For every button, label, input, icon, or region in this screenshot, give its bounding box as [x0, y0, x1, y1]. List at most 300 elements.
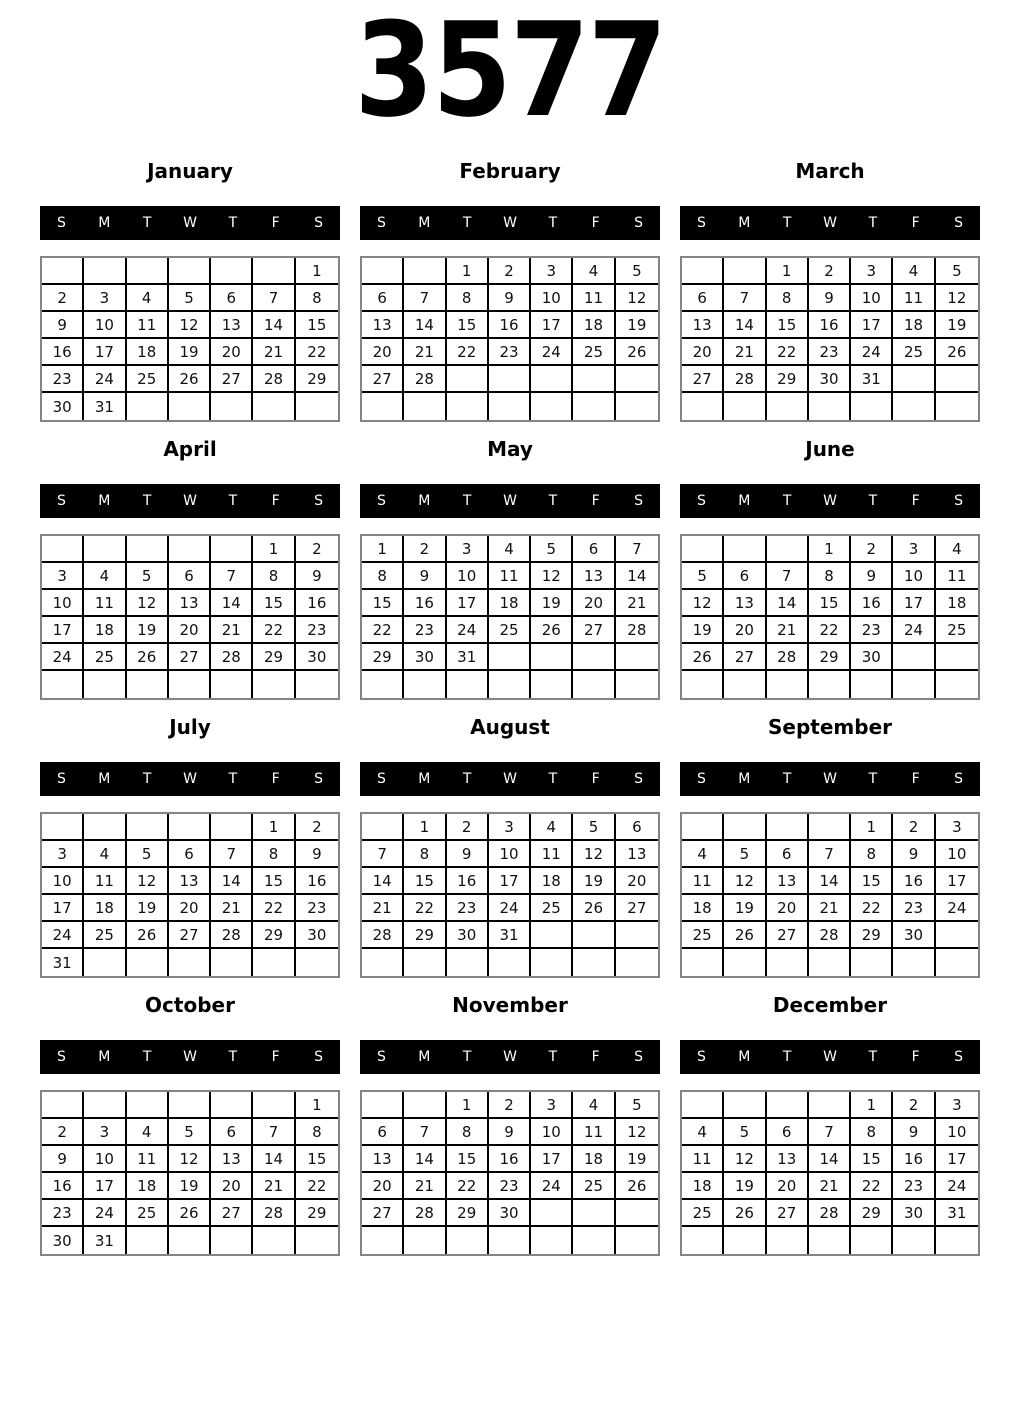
weekday-header-cell: F: [911, 215, 920, 231]
empty-day-cell: [573, 366, 615, 393]
day-cell: 9: [42, 1146, 84, 1173]
day-cell: 8: [809, 563, 851, 590]
day-cell: 24: [84, 366, 126, 393]
day-cell: 11: [127, 1146, 169, 1173]
day-cell: 20: [573, 590, 615, 617]
weekday-header-cell: T: [782, 493, 792, 509]
day-cell: 21: [404, 339, 446, 366]
weekday-header-cell: F: [271, 493, 280, 509]
weekday-header-cell: S: [696, 215, 706, 231]
day-cell: 9: [296, 841, 338, 868]
day-cell: 24: [851, 339, 893, 366]
day-cell: 30: [42, 1227, 84, 1254]
day-cell: 1: [851, 814, 893, 841]
weekday-header-cell: F: [271, 215, 280, 231]
empty-day-cell: [362, 258, 404, 285]
day-cell: 16: [296, 590, 338, 617]
weekday-header-cell: M: [98, 1049, 111, 1065]
day-cell: 28: [724, 366, 766, 393]
weekday-header: [360, 762, 660, 796]
weekday-header-cell: S: [954, 1049, 964, 1065]
weekday-header-cell: M: [738, 1049, 751, 1065]
empty-day-cell: [851, 393, 893, 420]
empty-day-cell: [851, 1227, 893, 1254]
weekday-header-cell: T: [548, 1049, 558, 1065]
empty-day-cell: [404, 1092, 446, 1119]
empty-day-cell: [169, 814, 211, 841]
empty-day-cell: [573, 922, 615, 949]
empty-day-cell: [42, 814, 84, 841]
month-may: [360, 436, 660, 700]
weekday-header: [680, 206, 980, 240]
empty-day-cell: [573, 1227, 615, 1254]
day-cell: 19: [169, 1173, 211, 1200]
empty-day-cell: [84, 258, 126, 285]
day-cell: 12: [682, 590, 724, 617]
day-cell: 19: [573, 868, 615, 895]
empty-day-cell: [253, 1227, 295, 1254]
month-september: [680, 714, 980, 978]
day-cell: 4: [682, 841, 724, 868]
empty-day-cell: [724, 814, 766, 841]
weekday-header-cell: W: [823, 493, 837, 509]
day-cell: 23: [296, 617, 338, 644]
empty-day-cell: [893, 1227, 935, 1254]
day-cell: 14: [253, 1146, 295, 1173]
weekday-header-cell: S: [696, 771, 706, 787]
day-cell: 13: [211, 1146, 253, 1173]
day-cell: 26: [724, 922, 766, 949]
day-cell: 11: [936, 563, 978, 590]
day-cell: 21: [724, 339, 766, 366]
empty-day-cell: [362, 1092, 404, 1119]
day-cell: 4: [573, 1092, 615, 1119]
day-cell: 16: [42, 1173, 84, 1200]
day-cell: 4: [682, 1119, 724, 1146]
empty-day-cell: [169, 949, 211, 976]
day-cell: 27: [767, 1200, 809, 1227]
day-cell: 16: [851, 590, 893, 617]
day-cell: 14: [404, 1146, 446, 1173]
day-cell: 6: [211, 1119, 253, 1146]
day-cell: 10: [531, 285, 573, 312]
day-cell: 20: [169, 895, 211, 922]
day-cell: 26: [127, 644, 169, 671]
day-cell: 7: [809, 841, 851, 868]
weekday-header: [360, 484, 660, 518]
day-cell: 11: [573, 285, 615, 312]
empty-day-cell: [616, 922, 658, 949]
day-grid: [680, 1090, 980, 1256]
month-july: [40, 714, 340, 978]
day-cell: 8: [851, 1119, 893, 1146]
month-october: [40, 992, 340, 1256]
day-cell: 11: [127, 312, 169, 339]
day-cell: 8: [296, 1119, 338, 1146]
day-cell: 19: [936, 312, 978, 339]
empty-day-cell: [893, 644, 935, 671]
day-cell: 11: [893, 285, 935, 312]
empty-day-cell: [809, 949, 851, 976]
weekday-header-cell: S: [376, 215, 386, 231]
empty-day-cell: [936, 644, 978, 671]
day-cell: 10: [936, 1119, 978, 1146]
day-cell: 2: [296, 814, 338, 841]
empty-day-cell: [936, 1227, 978, 1254]
day-cell: 3: [489, 814, 531, 841]
day-grid: [360, 256, 660, 422]
empty-day-cell: [404, 258, 446, 285]
weekday-header-cell: T: [142, 493, 152, 509]
empty-day-cell: [84, 671, 126, 698]
day-cell: 9: [893, 841, 935, 868]
day-cell: 5: [573, 814, 615, 841]
weekday-header-cell: F: [271, 771, 280, 787]
empty-day-cell: [362, 1227, 404, 1254]
empty-day-cell: [404, 671, 446, 698]
empty-day-cell: [127, 1227, 169, 1254]
day-cell: 3: [84, 285, 126, 312]
weekday-header-cell: M: [738, 771, 751, 787]
day-cell: 26: [936, 339, 978, 366]
day-cell: 13: [169, 868, 211, 895]
day-cell: 17: [84, 339, 126, 366]
day-cell: 30: [447, 922, 489, 949]
day-cell: 6: [724, 563, 766, 590]
empty-day-cell: [253, 258, 295, 285]
empty-day-cell: [127, 949, 169, 976]
weekday-header-cell: S: [314, 215, 324, 231]
weekday-header-cell: T: [462, 215, 472, 231]
weekday-header-cell: F: [911, 493, 920, 509]
empty-day-cell: [531, 393, 573, 420]
empty-day-cell: [42, 536, 84, 563]
day-cell: 12: [127, 868, 169, 895]
day-cell: 20: [767, 895, 809, 922]
day-cell: 24: [936, 895, 978, 922]
empty-day-cell: [616, 671, 658, 698]
day-cell: 7: [211, 563, 253, 590]
empty-day-cell: [573, 393, 615, 420]
day-cell: 29: [851, 1200, 893, 1227]
weekday-header-cell: S: [696, 1049, 706, 1065]
day-grid: [680, 812, 980, 978]
day-cell: 19: [169, 339, 211, 366]
day-cell: 9: [489, 1119, 531, 1146]
day-cell: 3: [851, 258, 893, 285]
day-cell: 11: [682, 868, 724, 895]
month-title: June: [805, 437, 855, 461]
day-cell: 1: [404, 814, 446, 841]
weekday-header-cell: S: [696, 493, 706, 509]
day-cell: 16: [447, 868, 489, 895]
weekday-header-cell: S: [56, 1049, 66, 1065]
weekday-header-cell: W: [503, 771, 517, 787]
weekday-header-cell: T: [548, 771, 558, 787]
day-cell: 1: [447, 258, 489, 285]
day-cell: 30: [404, 644, 446, 671]
day-cell: 2: [296, 536, 338, 563]
empty-day-cell: [489, 671, 531, 698]
weekday-header-cell: T: [228, 215, 238, 231]
day-cell: 24: [936, 1173, 978, 1200]
day-cell: 4: [573, 258, 615, 285]
weekday-header-cell: M: [738, 493, 751, 509]
day-cell: 1: [296, 258, 338, 285]
day-cell: 21: [211, 895, 253, 922]
day-cell: 8: [362, 563, 404, 590]
month-august: [360, 714, 660, 978]
day-cell: 25: [489, 617, 531, 644]
day-cell: 9: [404, 563, 446, 590]
day-cell: 25: [84, 644, 126, 671]
day-cell: 24: [42, 922, 84, 949]
weekday-header-cell: M: [738, 215, 751, 231]
day-cell: 15: [253, 868, 295, 895]
empty-day-cell: [936, 671, 978, 698]
month-february: [360, 158, 660, 422]
weekday-header-cell: S: [954, 493, 964, 509]
day-cell: 26: [724, 1200, 766, 1227]
day-cell: 26: [169, 366, 211, 393]
day-cell: 12: [127, 590, 169, 617]
day-cell: 19: [724, 895, 766, 922]
day-cell: 17: [531, 312, 573, 339]
empty-day-cell: [531, 366, 573, 393]
day-cell: 5: [169, 1119, 211, 1146]
empty-day-cell: [127, 671, 169, 698]
empty-day-cell: [767, 393, 809, 420]
day-cell: 23: [404, 617, 446, 644]
day-cell: 9: [296, 563, 338, 590]
day-cell: 31: [42, 949, 84, 976]
weekday-header-cell: T: [142, 771, 152, 787]
day-cell: 19: [682, 617, 724, 644]
day-cell: 17: [447, 590, 489, 617]
day-cell: 26: [127, 922, 169, 949]
day-cell: 14: [404, 312, 446, 339]
day-cell: 5: [616, 1092, 658, 1119]
day-cell: 12: [531, 563, 573, 590]
day-cell: 30: [893, 922, 935, 949]
day-cell: 28: [767, 644, 809, 671]
day-grid: [680, 256, 980, 422]
day-cell: 22: [851, 895, 893, 922]
empty-day-cell: [767, 1227, 809, 1254]
empty-day-cell: [573, 671, 615, 698]
empty-day-cell: [809, 1092, 851, 1119]
day-cell: 27: [724, 644, 766, 671]
day-cell: 1: [851, 1092, 893, 1119]
day-cell: 12: [724, 868, 766, 895]
weekday-header-cell: T: [782, 1049, 792, 1065]
day-cell: 14: [767, 590, 809, 617]
day-cell: 11: [489, 563, 531, 590]
day-cell: 7: [809, 1119, 851, 1146]
month-title: July: [169, 715, 211, 739]
empty-day-cell: [253, 1092, 295, 1119]
day-cell: 12: [169, 312, 211, 339]
month-title: October: [145, 993, 235, 1017]
day-cell: 24: [489, 895, 531, 922]
day-cell: 20: [616, 868, 658, 895]
day-cell: 26: [616, 1173, 658, 1200]
empty-day-cell: [169, 1227, 211, 1254]
day-cell: 21: [809, 895, 851, 922]
day-cell: 2: [851, 536, 893, 563]
day-cell: 7: [211, 841, 253, 868]
day-cell: 1: [253, 814, 295, 841]
day-cell: 4: [84, 841, 126, 868]
month-title: April: [163, 437, 217, 461]
day-cell: 15: [296, 1146, 338, 1173]
weekday-header-cell: S: [954, 771, 964, 787]
day-cell: 15: [767, 312, 809, 339]
day-cell: 23: [893, 1173, 935, 1200]
day-cell: 15: [362, 590, 404, 617]
day-cell: 12: [169, 1146, 211, 1173]
day-cell: 7: [253, 1119, 295, 1146]
day-cell: 6: [169, 841, 211, 868]
weekday-header-cell: T: [142, 215, 152, 231]
day-cell: 22: [404, 895, 446, 922]
weekday-header-cell: T: [462, 1049, 472, 1065]
day-cell: 6: [767, 841, 809, 868]
day-cell: 2: [893, 814, 935, 841]
empty-day-cell: [682, 1227, 724, 1254]
day-cell: 30: [42, 393, 84, 420]
empty-day-cell: [211, 949, 253, 976]
weekday-header-cell: S: [314, 771, 324, 787]
day-cell: 6: [682, 285, 724, 312]
day-cell: 14: [362, 868, 404, 895]
empty-day-cell: [447, 393, 489, 420]
day-cell: 25: [573, 1173, 615, 1200]
day-cell: 3: [447, 536, 489, 563]
day-cell: 17: [42, 617, 84, 644]
weekday-header-cell: F: [591, 1049, 600, 1065]
weekday-header-cell: M: [98, 215, 111, 231]
day-cell: 28: [253, 1200, 295, 1227]
day-cell: 31: [84, 393, 126, 420]
day-cell: 3: [84, 1119, 126, 1146]
day-cell: 22: [851, 1173, 893, 1200]
day-cell: 27: [362, 366, 404, 393]
empty-day-cell: [404, 1227, 446, 1254]
day-cell: 14: [724, 312, 766, 339]
day-cell: 22: [296, 339, 338, 366]
month-title: September: [768, 715, 892, 739]
day-cell: 10: [531, 1119, 573, 1146]
empty-day-cell: [253, 671, 295, 698]
day-cell: 2: [893, 1092, 935, 1119]
day-cell: 20: [211, 339, 253, 366]
day-cell: 9: [447, 841, 489, 868]
weekday-header-cell: T: [548, 493, 558, 509]
weekday-header: [360, 206, 660, 240]
empty-day-cell: [489, 366, 531, 393]
day-cell: 10: [42, 590, 84, 617]
weekday-header-cell: W: [183, 215, 197, 231]
empty-day-cell: [573, 949, 615, 976]
day-cell: 10: [447, 563, 489, 590]
day-cell: 2: [809, 258, 851, 285]
day-cell: 9: [42, 312, 84, 339]
empty-day-cell: [724, 258, 766, 285]
empty-day-cell: [531, 1227, 573, 1254]
day-cell: 10: [893, 563, 935, 590]
day-cell: 13: [724, 590, 766, 617]
empty-day-cell: [893, 949, 935, 976]
day-cell: 4: [893, 258, 935, 285]
day-cell: 14: [616, 563, 658, 590]
weekday-header-cell: S: [634, 493, 644, 509]
day-cell: 27: [573, 617, 615, 644]
day-cell: 14: [211, 590, 253, 617]
weekday-header-cell: S: [314, 493, 324, 509]
day-cell: 11: [682, 1146, 724, 1173]
empty-day-cell: [531, 1200, 573, 1227]
weekday-header-cell: T: [462, 493, 472, 509]
empty-day-cell: [936, 393, 978, 420]
day-cell: 28: [404, 366, 446, 393]
month-title: December: [772, 993, 888, 1017]
empty-day-cell: [682, 814, 724, 841]
day-cell: 15: [253, 590, 295, 617]
weekday-header-cell: S: [314, 1049, 324, 1065]
day-cell: 27: [767, 922, 809, 949]
day-cell: 25: [893, 339, 935, 366]
empty-day-cell: [893, 671, 935, 698]
empty-day-cell: [851, 949, 893, 976]
empty-day-cell: [724, 1092, 766, 1119]
day-cell: 22: [447, 1173, 489, 1200]
day-cell: 21: [211, 617, 253, 644]
empty-day-cell: [296, 671, 338, 698]
day-cell: 18: [489, 590, 531, 617]
day-cell: 25: [573, 339, 615, 366]
day-cell: 17: [936, 1146, 978, 1173]
empty-day-cell: [767, 949, 809, 976]
day-cell: 2: [489, 258, 531, 285]
day-cell: 30: [893, 1200, 935, 1227]
weekday-header-cell: T: [228, 493, 238, 509]
day-cell: 14: [809, 1146, 851, 1173]
day-cell: 16: [809, 312, 851, 339]
weekday-header-cell: S: [56, 215, 66, 231]
day-cell: 23: [489, 1173, 531, 1200]
empty-day-cell: [531, 644, 573, 671]
weekday-header-cell: T: [782, 771, 792, 787]
empty-day-cell: [531, 671, 573, 698]
empty-day-cell: [616, 393, 658, 420]
empty-day-cell: [253, 949, 295, 976]
day-cell: 29: [809, 644, 851, 671]
month-november: [360, 992, 660, 1256]
day-cell: 15: [296, 312, 338, 339]
weekday-header-cell: W: [183, 1049, 197, 1065]
empty-day-cell: [767, 536, 809, 563]
day-cell: 9: [809, 285, 851, 312]
day-cell: 26: [169, 1200, 211, 1227]
empty-day-cell: [936, 949, 978, 976]
day-cell: 3: [531, 258, 573, 285]
day-cell: 10: [936, 841, 978, 868]
day-cell: 6: [362, 285, 404, 312]
empty-day-cell: [447, 671, 489, 698]
weekday-header-cell: W: [823, 771, 837, 787]
day-cell: 20: [169, 617, 211, 644]
